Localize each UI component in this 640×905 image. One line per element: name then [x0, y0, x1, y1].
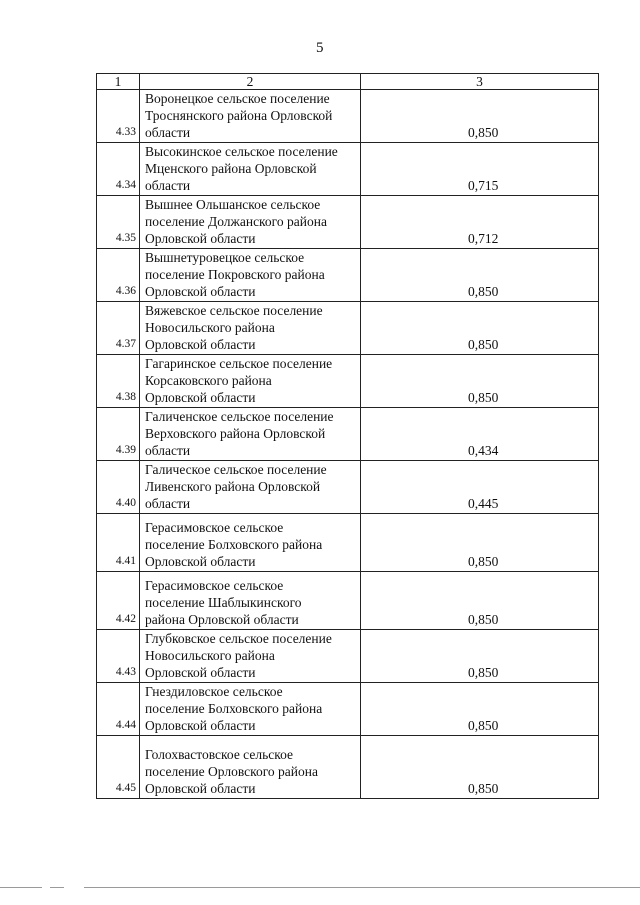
coefficient-value: 0,850 [361, 302, 599, 355]
settlement-name-line: Вышнее Ольшанское сельское [145, 197, 321, 212]
row-number: 4.35 [97, 196, 140, 249]
settlement-name [140, 302, 361, 355]
settlement-name-line: Орловской области [145, 718, 256, 733]
settlement-name-line: области [145, 178, 191, 193]
settlement-name [140, 683, 361, 736]
settlement-name-line: Орловской области [145, 665, 256, 680]
settlement-name-line: Голохвастовское сельское [145, 747, 293, 762]
table-row [97, 408, 599, 461]
settlement-name [140, 90, 361, 143]
settlement-name-line: Орловской области [145, 284, 256, 299]
settlement-name [140, 461, 361, 514]
table-row [97, 572, 599, 630]
settlement-name-line: района Орловской области [145, 612, 299, 627]
table-row [97, 514, 599, 572]
coefficient-value: 0,850 [361, 630, 599, 683]
settlement-name-line: поселение Покровского района [145, 267, 325, 282]
settlement-name [140, 630, 361, 683]
settlement-name-line: Воронецкое сельское поселение [145, 91, 330, 106]
row-number: 4.43 [97, 630, 140, 683]
row-number: 4.44 [97, 683, 140, 736]
settlement-name-line: Ливенского района Орловской [145, 479, 321, 494]
coefficient-value: 0,434 [361, 408, 599, 461]
settlement-name [140, 514, 361, 572]
coefficient-value: 0,715 [361, 143, 599, 196]
settlement-name-line: Корсаковского района [145, 373, 272, 388]
column-header-number: 1 [97, 74, 140, 90]
settlement-name-line: Галиченское сельское поселение [145, 409, 334, 424]
table-row [97, 736, 599, 799]
coefficient-value: 0,712 [361, 196, 599, 249]
settlement-name-line: области [145, 125, 191, 140]
column-header-name: 2 [140, 74, 361, 90]
settlement-name-line: Герасимовское сельское [145, 578, 284, 593]
settlement-name [140, 196, 361, 249]
table-body [97, 90, 599, 799]
settlement-name-line: Мценского района Орловской [145, 161, 317, 176]
settlement-name-line: Гнездиловское сельское [145, 684, 283, 699]
coefficient-value: 0,850 [361, 514, 599, 572]
table-row [97, 630, 599, 683]
settlement-name-line: Новосильского района [145, 648, 275, 663]
settlement-name-line: Новосильского района [145, 320, 275, 335]
settlement-name-line: области [145, 496, 191, 511]
settlement-name-line: Галическое сельское поселение [145, 462, 327, 477]
row-number: 4.45 [97, 736, 140, 799]
footer-rule [50, 887, 64, 888]
settlement-name-line: Гагаринское сельское поселение [145, 356, 333, 371]
column-header-value: 3 [361, 74, 599, 90]
table-row [97, 143, 599, 196]
row-number: 4.34 [97, 143, 140, 196]
settlement-name [140, 355, 361, 408]
settlement-name-line: Орловской области [145, 231, 256, 246]
table-row [97, 90, 599, 143]
row-number: 4.40 [97, 461, 140, 514]
settlement-name [140, 143, 361, 196]
coefficient-value: 0,850 [361, 355, 599, 408]
coefficient-value: 0,850 [361, 572, 599, 630]
row-number: 4.36 [97, 249, 140, 302]
settlement-name-line: поселение Орловского района [145, 764, 318, 779]
page-number: 5 [316, 40, 324, 56]
row-number: 4.38 [97, 355, 140, 408]
footer-rule [84, 887, 640, 888]
table-row [97, 355, 599, 408]
settlement-name-line: поселение Болховского района [145, 701, 323, 716]
row-number: 4.37 [97, 302, 140, 355]
settlement-name-line: Вяжевское сельское поселение [145, 303, 323, 318]
row-number: 4.42 [97, 572, 140, 630]
settlement-name-line: Герасимовское сельское [145, 520, 284, 535]
settlement-name-line: поселение Должанского района [145, 214, 327, 229]
table-row [97, 249, 599, 302]
settlement-name [140, 736, 361, 799]
settlement-name-line: поселение Шаблыкинского [145, 595, 302, 610]
table-header-row [97, 74, 599, 90]
coefficient-value: 0,850 [361, 683, 599, 736]
table-row [97, 302, 599, 355]
settlement-name-line: Орловской области [145, 390, 256, 405]
row-number: 4.33 [97, 90, 140, 143]
row-number: 4.41 [97, 514, 140, 572]
table-row [97, 461, 599, 514]
settlement-name-line: Орловской области [145, 781, 256, 796]
footer-rule [0, 887, 42, 888]
coefficient-value: 0,850 [361, 736, 599, 799]
row-number: 4.39 [97, 408, 140, 461]
settlement-name-line: поселение Болховского района [145, 537, 323, 552]
coefficient-value: 0,850 [361, 90, 599, 143]
coefficient-value: 0,445 [361, 461, 599, 514]
settlement-name-line: области [145, 443, 191, 458]
settlement-name [140, 408, 361, 461]
table-row [97, 196, 599, 249]
settlement-name [140, 249, 361, 302]
settlement-name-line: Орловской области [145, 554, 256, 569]
settlement-name-line: Высокинское сельское поселение [145, 144, 338, 159]
settlement-name [140, 572, 361, 630]
settlement-name-line: Глубковское сельское поселение [145, 631, 332, 646]
settlement-name-line: Троснянского района Орловской [145, 108, 333, 123]
coefficient-value: 0,850 [361, 249, 599, 302]
settlement-name-line: Вышнетуровецкое сельское [145, 250, 305, 265]
settlement-name-line: Орловской области [145, 337, 256, 352]
settlement-name-line: Верховского района Орловской [145, 426, 326, 441]
coefficients-table [96, 73, 599, 799]
table-row [97, 683, 599, 736]
